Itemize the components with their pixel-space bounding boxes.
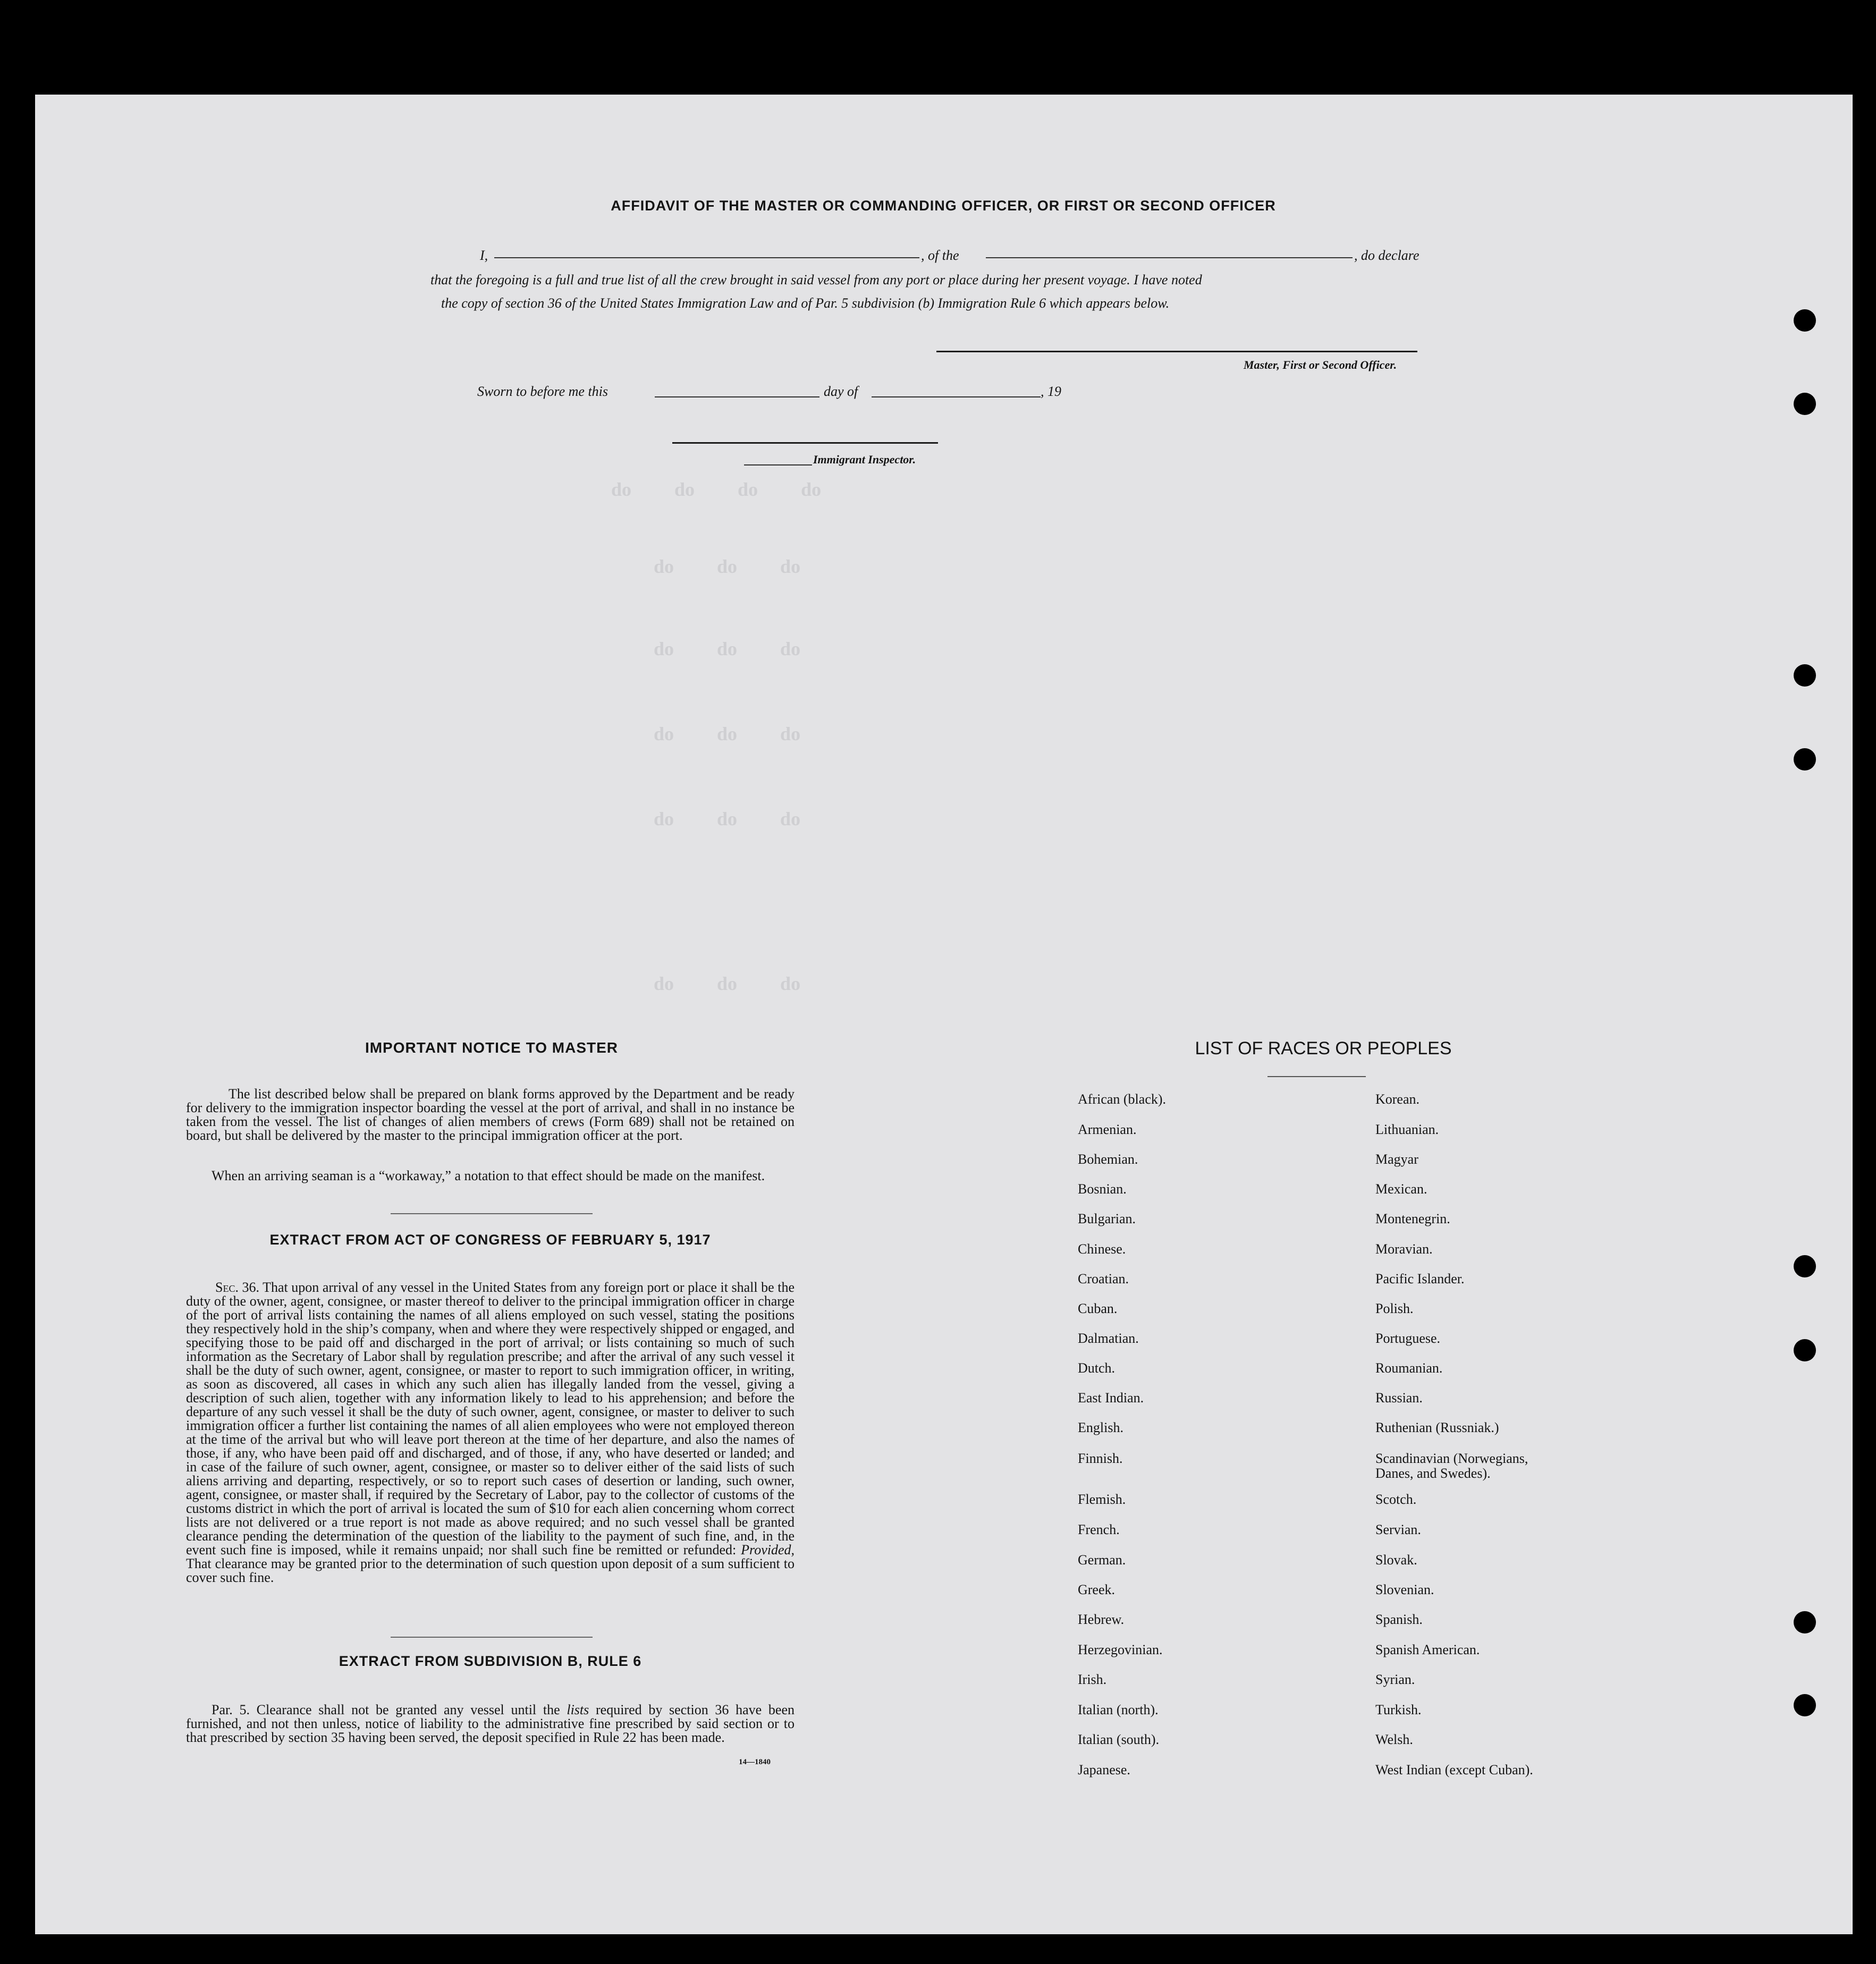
race-item: Finnish. (1078, 1451, 1123, 1466)
sworn-year-prefix: , 19 (1041, 384, 1061, 399)
affidavit-do-declare: , do declare (1354, 248, 1419, 263)
race-item: Scotch. (1375, 1492, 1417, 1507)
master-signature-caption: Master, First or Second Officer. (1244, 358, 1397, 371)
race-item: Chinese. (1078, 1241, 1126, 1257)
bleed-through-marks: do do do (654, 556, 801, 577)
races-heading: LIST OF RACES OR PEOPLES (1195, 1038, 1452, 1059)
race-item: French. (1078, 1522, 1120, 1537)
bleed-through-marks: do do do (654, 723, 801, 744)
sworn-day-of: day of (824, 384, 858, 399)
race-item: Moravian. (1375, 1241, 1433, 1257)
extract-rule-text-start: Par. 5. Clearance shall not be granted any vessel until the (212, 1702, 560, 1717)
master-signature-line (936, 351, 1417, 352)
race-item: Dutch. (1078, 1360, 1116, 1376)
extract-act-body-text: That upon arrival of any vessel in the United States from any foreign port or place it shall be the duty of the owner, agent, consignee, or master thereof to deliver to the principal immigration officer in charge of the port of arrival lists containing the names of all aliens employed on such vessel, stating the positions they respectively hold in the ship’s company, when and where they were respectively shipped or engaged, and specifying those to be paid off and discharged in the port of arrival; or lists containing so much of such information as the Secretary of Labor shall by regulation prescribe; and after the arrival of any such vessel it shall be the duty of such owner, agent, consignee, or master to report to such immigration officer, in writing, as soon as discovered, all cases in which any such alien has illegally landed from the vessel, giving a description of such alien, together with any information likely to lead to his apprehension; and before the departure of any such vessel it shall be the duty of such owner, agent, consignee, or master to deliver to such immigration officer a further list containing the names of all alien employees who were not employed thereon at the time of the arrival but who will leave port thereon at the time of her departure, and also the names of those, if any, who have been paid off and discharged, and of those, if any, who have deserted or landed; and in case of the failure of such owner, agent, consignee, or master so to deliver either of the said lists of such aliens arriving and departing, respectively, or so to report such cases of desertion or landing, such owner, agent, consignee, or master shall, if required by the Secretary of Labor, pay to the collector of customs of the customs district in which the port of arrival is located the sum of $10 for each alien concerning whom correct lists are not delivered or a true report is not made as above required; and no such vessel shall be granted clearance pending the determination of the question of the liability to the payment of such fine, and, in the event such fine is imposed, while it remains unpaid; nor shall such fine be remitted or refunded: (186, 1280, 795, 1557)
race-item: English. (1078, 1420, 1123, 1435)
race-item: Pacific Islander. (1375, 1271, 1465, 1286)
race-item: Mexican. (1375, 1181, 1427, 1197)
notice-paragraph-2: When an arriving seaman is a “workaway,” a notation to that effect should be made on the manifest. (212, 1168, 765, 1183)
bleed-through-marks: do do do (654, 808, 801, 829)
race-item: Greek. (1078, 1582, 1116, 1597)
race-item: Lithuanian. (1375, 1122, 1439, 1137)
punch-hole (1794, 1339, 1816, 1361)
inspector-caption: Immigrant Inspector. (813, 453, 916, 466)
extract-rule-text-rest: required by section 36 have been furnished, and not then unless, notice of liability to the administrative fine prescribed by said section or to that prescribed by section 35 having been served, the deposit specified in Rule 22 has been made. (186, 1702, 795, 1745)
affidavit-i-label: I, (480, 248, 488, 263)
inspector-signature-line (672, 442, 938, 444)
month-blank-line (872, 396, 1041, 397)
punch-hole (1794, 309, 1816, 332)
extract-rule-paragraph (186, 1703, 795, 1745)
punch-hole (1794, 1611, 1816, 1633)
race-item: Hebrew. (1078, 1612, 1125, 1627)
race-item: Dalmatian. (1078, 1331, 1139, 1346)
race-item: Polish. (1375, 1301, 1414, 1316)
race-item: Slovenian. (1375, 1582, 1434, 1597)
race-item: Italian (south). (1078, 1732, 1160, 1747)
race-item: Scandinavian (Norwegians, Danes, and Swedes). (1375, 1451, 1528, 1481)
race-item: African (black). (1078, 1091, 1167, 1107)
name-blank-line (494, 257, 919, 258)
race-item: Roumanian. (1375, 1360, 1443, 1376)
race-item: Bohemian. (1078, 1152, 1138, 1167)
affidavit-body-line2: the copy of section 36 of the United States Immigration Law and of Par. 5 subdivision (b) Immigration Rule 6 which appears below. (441, 295, 1170, 311)
extract-act-heading: EXTRACT FROM ACT OF CONGRESS OF FEBRUARY 5, 1917 (269, 1232, 711, 1248)
race-item: Herzegovinian. (1078, 1642, 1163, 1657)
extract-rule-italic-word: lists (567, 1702, 589, 1717)
section-divider (391, 1213, 593, 1214)
inspector-caption-underline (744, 464, 812, 465)
notice-paragraph-1: The list described below shall be prepared on blank forms approved by the Department and be ready for delivery to the immigration inspector boarding the vessel at the port of arrival, and shall in no instance be taken from the vessel. The list of changes of alien members of crews (Form 689) shall not be retained on board, but shall be delivered by the master to the principal immigration officer at the port. (186, 1086, 795, 1143)
race-item: Slovak. (1375, 1552, 1417, 1568)
vessel-blank-line (986, 257, 1353, 258)
race-item: Spanish American. (1375, 1642, 1480, 1657)
race-item: Cuban. (1078, 1301, 1118, 1316)
race-item: Italian (north). (1078, 1702, 1159, 1717)
punch-hole (1794, 1694, 1816, 1716)
race-item: Flemish. (1078, 1492, 1126, 1507)
race-item: West Indian (except Cuban). (1375, 1762, 1533, 1777)
race-item: Armenian. (1078, 1122, 1137, 1137)
races-heading-rule (1267, 1076, 1366, 1077)
race-item: Portuguese. (1375, 1331, 1441, 1346)
punch-hole (1794, 664, 1816, 687)
race-item: Servian. (1375, 1522, 1421, 1537)
extract-act-body (186, 1281, 795, 1585)
affidavit-body-line1: that the foregoing is a full and true list of all the crew brought in said vessel from any port or place during her present voyage. I have noted (430, 272, 1202, 287)
race-item: Irish. (1078, 1672, 1107, 1687)
punch-hole (1794, 1255, 1816, 1277)
punch-hole (1794, 393, 1816, 415)
race-item: Turkish. (1375, 1702, 1422, 1717)
race-item: Ruthenian (Russniak.) (1375, 1420, 1499, 1435)
race-item: Bulgarian. (1078, 1211, 1136, 1226)
race-item: Spanish. (1375, 1612, 1423, 1627)
punch-hole (1794, 748, 1816, 771)
extract-act-proviso-text: That clearance may be granted prior to the determination of such question upon deposit of a sum sufficient to cover such fine. (186, 1556, 795, 1585)
race-item: Montenegrin. (1375, 1211, 1450, 1226)
bleed-through-marks: do do do do (611, 479, 822, 500)
notice-heading: IMPORTANT NOTICE TO MASTER (365, 1039, 619, 1056)
race-item: German. (1078, 1552, 1126, 1568)
race-item: Welsh. (1375, 1732, 1413, 1747)
extract-act-proviso-word: Provided, (741, 1542, 795, 1557)
race-item: Croatian. (1078, 1271, 1129, 1286)
form-number: 14—1840 (739, 1758, 771, 1766)
bleed-through-marks: do do do (654, 638, 801, 659)
race-item: Russian. (1375, 1390, 1423, 1406)
bleed-through-marks: do do do (654, 973, 801, 994)
sworn-prefix: Sworn to before me this (477, 384, 609, 399)
race-item: Bosnian. (1078, 1181, 1127, 1197)
section-divider (391, 1637, 593, 1638)
race-item: East Indian. (1078, 1390, 1144, 1406)
affidavit-of-the: , of the (921, 248, 959, 263)
day-blank-line (655, 396, 819, 397)
race-item: Japanese. (1078, 1762, 1130, 1777)
extract-act-section-label: Sec. 36. (215, 1280, 260, 1295)
race-item: Magyar (1375, 1152, 1418, 1167)
extract-rule-heading: EXTRACT FROM SUBDIVISION B, RULE 6 (339, 1653, 642, 1669)
race-item: Syrian. (1375, 1672, 1415, 1687)
race-item: Korean. (1375, 1091, 1420, 1107)
affidavit-title: AFFIDAVIT OF THE MASTER OR COMMANDING OFFICER, OR FIRST OR SECOND OFFICER (611, 198, 1276, 214)
